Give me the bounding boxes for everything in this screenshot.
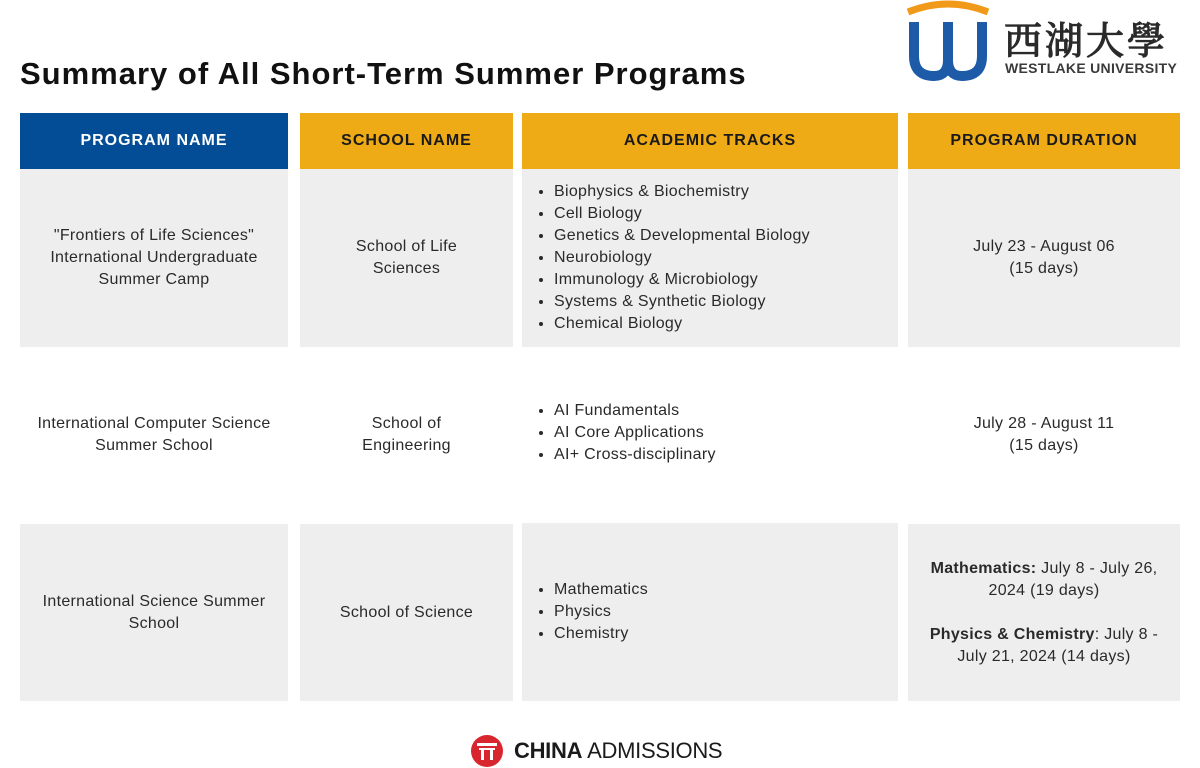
duration-dates: July 23 - August 06 bbox=[973, 238, 1115, 255]
track-list bbox=[536, 400, 716, 466]
track-item: • Mathematics bbox=[554, 579, 648, 601]
header-school-name: SCHOOL NAME bbox=[300, 113, 513, 169]
track-item: • AI Fundamentals bbox=[554, 400, 716, 422]
track-item: • Biophysics & Biochemistry bbox=[554, 181, 810, 203]
school-name-text: School of Science bbox=[339, 603, 474, 621]
header-program-name: PROGRAM NAME bbox=[20, 113, 288, 169]
china-admissions-emblem-icon bbox=[470, 734, 504, 768]
track-item: • Physics bbox=[554, 601, 648, 623]
duration-physics-chemistry bbox=[919, 624, 1169, 668]
table-row-3-school bbox=[300, 524, 513, 701]
track-item: • AI Core Applications bbox=[554, 422, 716, 444]
program-name-text: International Science Summer School bbox=[42, 592, 266, 632]
table-row-2-program bbox=[20, 347, 288, 523]
track-item: • Chemistry bbox=[554, 623, 648, 645]
westlake-emblem-icon bbox=[904, 0, 992, 84]
footer-brand-bold: CHINA bbox=[514, 738, 583, 763]
school-name-text: School of Life Sciences bbox=[355, 238, 458, 277]
program-name-text: "Frontiers of Life Sciences" International Undergraduate Summer Camp bbox=[50, 227, 258, 288]
table-row-1-school bbox=[300, 169, 513, 347]
track-item: • Cell Biology bbox=[554, 203, 810, 225]
track-item: • Genetics & Developmental Biology bbox=[554, 225, 810, 247]
track-list bbox=[536, 181, 810, 335]
program-name-text: International Computer Science Summer School bbox=[37, 415, 271, 454]
duration-math bbox=[919, 558, 1169, 602]
table-row-2-tracks bbox=[522, 347, 898, 523]
header-program-duration: PROGRAM DURATION bbox=[908, 113, 1180, 169]
china-admissions-logo bbox=[470, 734, 722, 768]
school-name-text: School of Engineering bbox=[362, 415, 451, 454]
duration-text: July 8 - July 26, 2024 (19 days) bbox=[988, 559, 1158, 599]
table-row-3-program bbox=[20, 524, 288, 701]
table-row-3-tracks bbox=[522, 523, 898, 701]
logo-english-name: WESTLAKE UNIVERSITY bbox=[1005, 60, 1178, 76]
duration-label: Physics & Chemistry bbox=[929, 625, 1095, 643]
track-item: • Immunology & Microbiology bbox=[554, 269, 810, 291]
table-row-2-duration bbox=[908, 347, 1180, 523]
duration-days: (15 days) bbox=[1009, 437, 1079, 454]
duration-dates: July 28 - August 11 bbox=[973, 415, 1115, 432]
track-item: • Chemical Biology bbox=[554, 313, 810, 335]
table-row-1-duration bbox=[908, 169, 1180, 347]
track-item: • AI+ Cross-disciplinary bbox=[554, 444, 716, 466]
header-academic-tracks: ACADEMIC TRACKS bbox=[522, 113, 898, 169]
track-item: • Systems & Synthetic Biology bbox=[554, 291, 810, 313]
table-row-3-duration bbox=[908, 524, 1180, 701]
track-list bbox=[536, 579, 648, 645]
table-row-1-program bbox=[20, 169, 288, 347]
footer-brand-light: ADMISSIONS bbox=[587, 738, 723, 763]
table-row-2-school bbox=[300, 347, 513, 523]
westlake-university-logo bbox=[904, 0, 1184, 84]
page-title: Summary of All Short-Term Summer Programs bbox=[20, 56, 747, 91]
logo-chinese-name: 西湖大學 bbox=[1004, 18, 1169, 63]
track-item: • Neurobiology bbox=[554, 247, 810, 269]
table-row-1-tracks bbox=[522, 169, 898, 347]
duration-days: (15 days) bbox=[1009, 260, 1079, 277]
duration-text: : July 8 - July 21, 2024 (14 days) bbox=[957, 625, 1159, 665]
duration-label: Mathematics: bbox=[930, 559, 1037, 577]
